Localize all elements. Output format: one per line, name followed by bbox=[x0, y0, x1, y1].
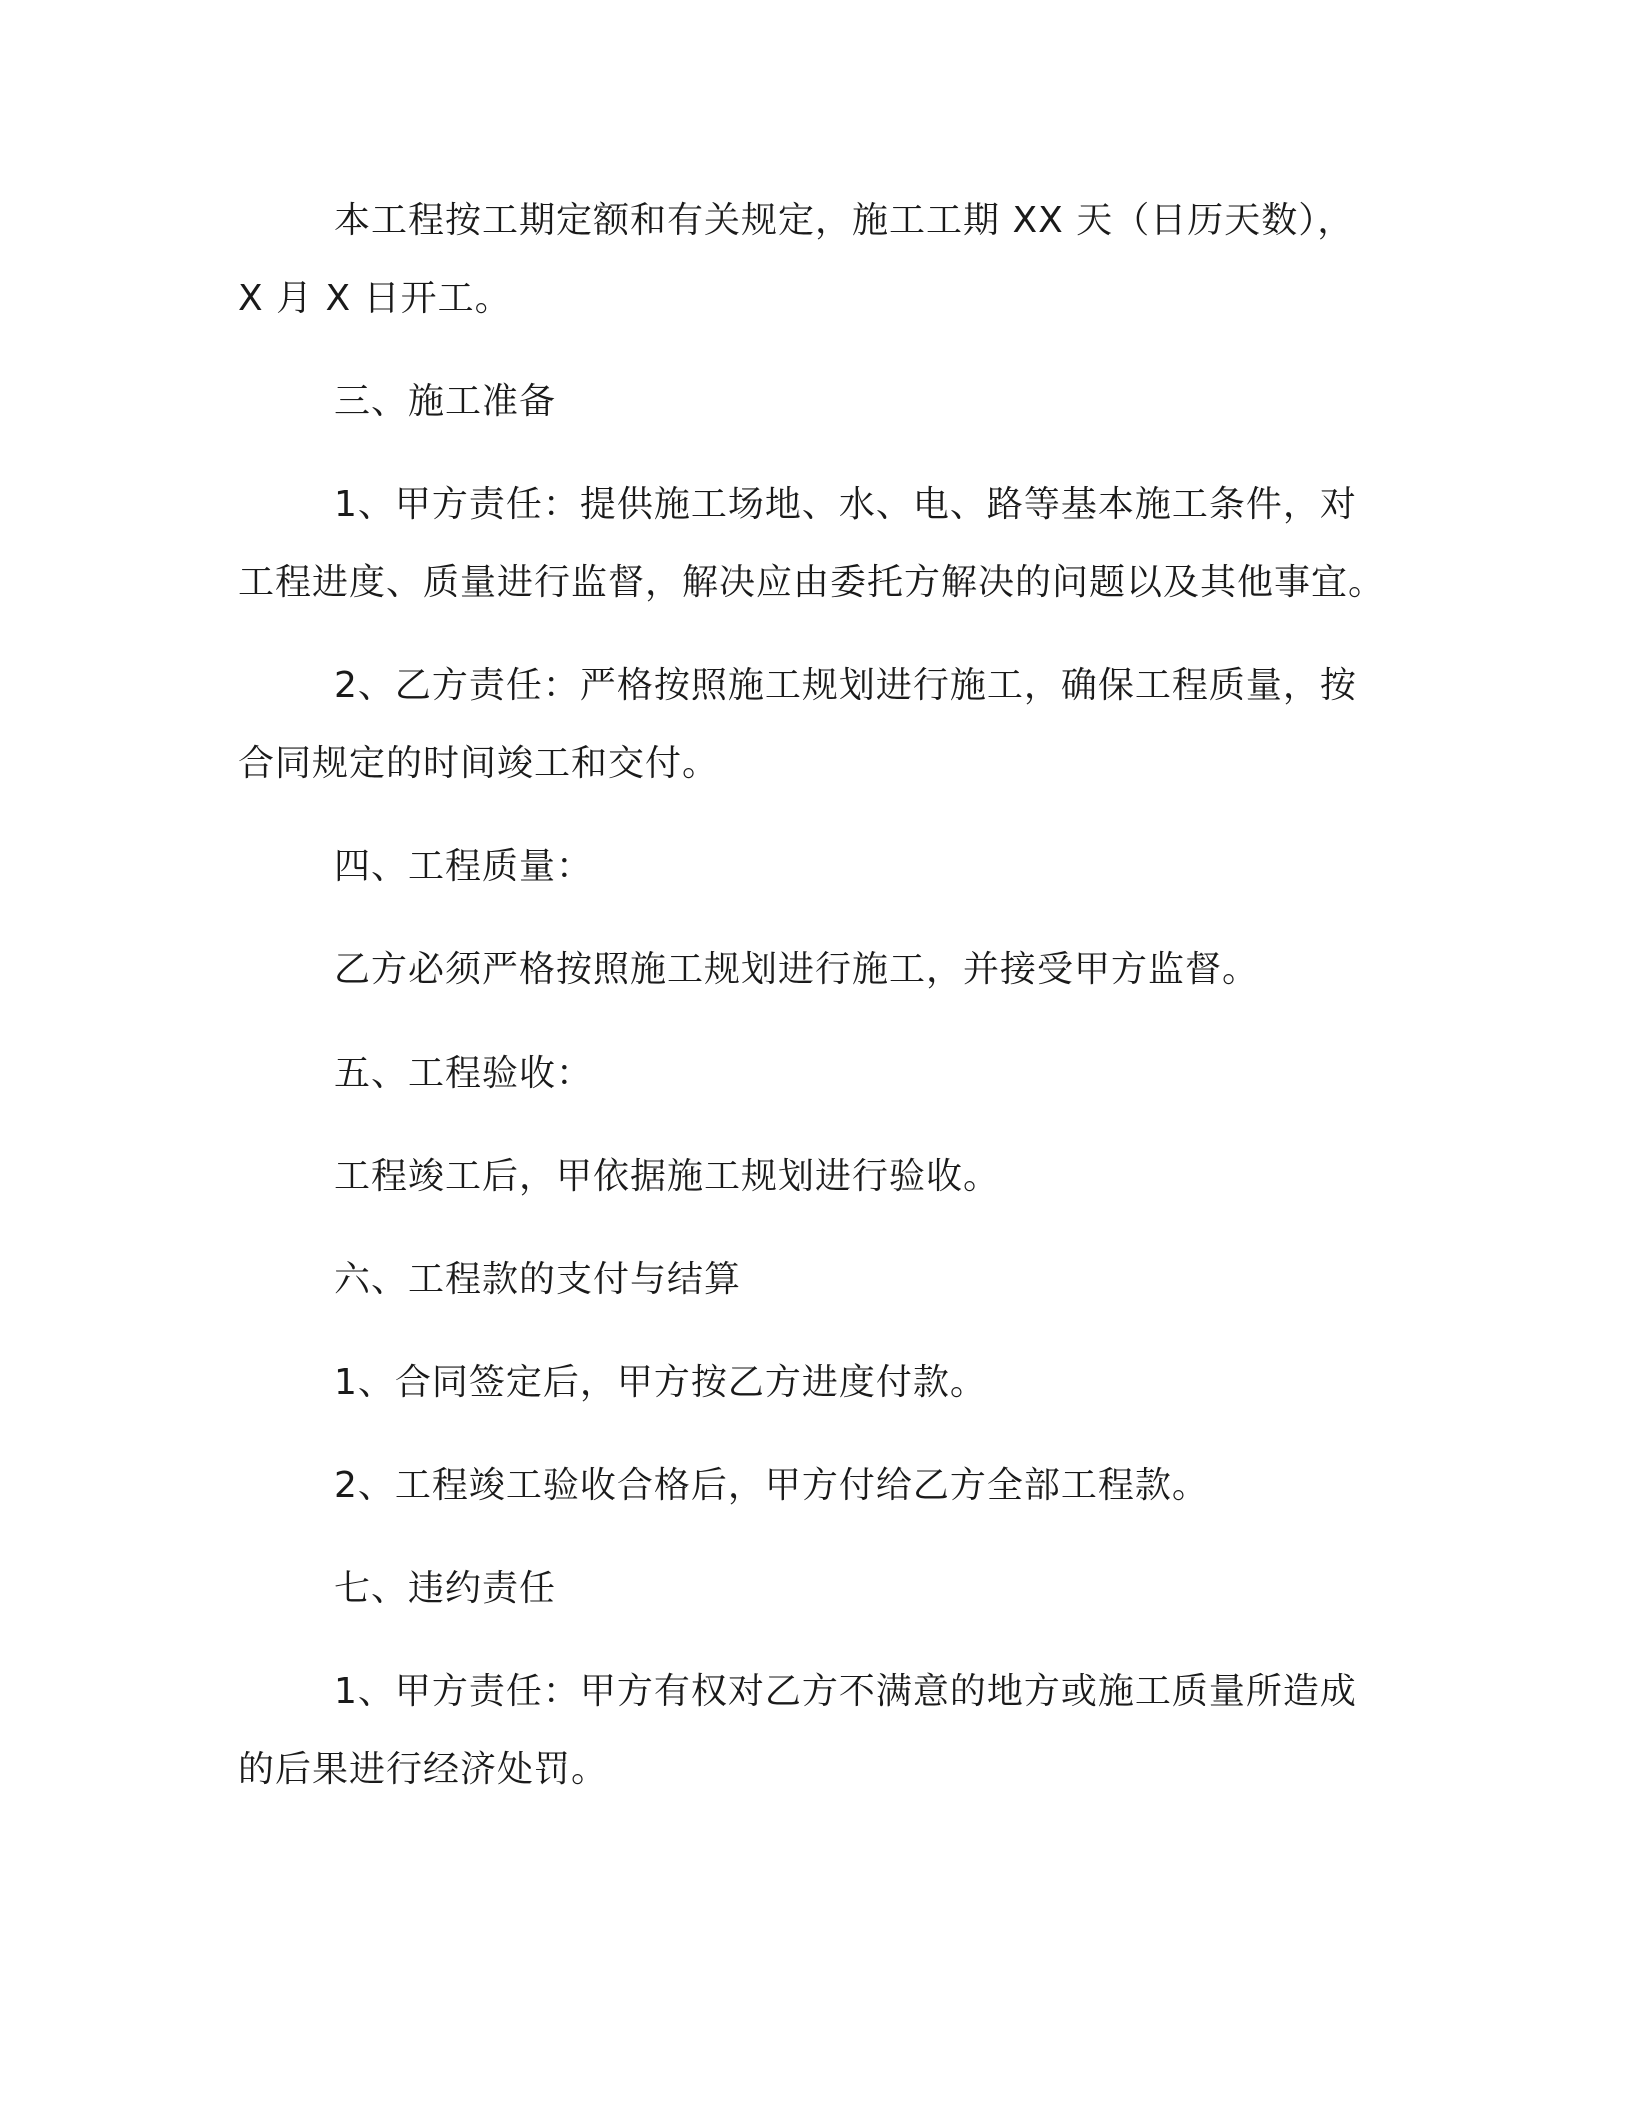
paragraph-line: 本工程按工期定额和有关规定，施工工期 XX 天（日历天数）， bbox=[334, 200, 1355, 241]
paragraph-line: 工程进度、质量进行监督，解决应由委托方解决的问题以及其他事宜。 bbox=[238, 562, 1386, 603]
paragraph-line: 的后果进行经济处罚。 bbox=[238, 1749, 609, 1790]
paragraph-party-a-duty bbox=[238, 466, 1388, 622]
section-heading-quality bbox=[238, 828, 1388, 906]
paragraph-line: 1、甲方责任：甲方有权对乙方不满意的地方或施工质量所造成 bbox=[334, 1671, 1357, 1712]
section-heading-preparation bbox=[238, 363, 1388, 441]
section-heading-acceptance bbox=[238, 1035, 1388, 1113]
paragraph-line: 1、甲方责任：提供施工场地、水、电、路等基本施工条件，对 bbox=[334, 484, 1357, 525]
section-heading-payment bbox=[238, 1241, 1388, 1319]
paragraph-liability-1 bbox=[238, 1653, 1388, 1809]
paragraph-line: 三、施工准备 bbox=[334, 381, 557, 422]
paragraph-line: X 月 X 日开工。 bbox=[238, 278, 512, 319]
paragraph-line: 五、工程验收： bbox=[334, 1053, 594, 1094]
paragraph-line: 2、乙方责任：严格按照施工规划进行施工，确保工程质量，按 bbox=[334, 665, 1357, 706]
paragraph-payment-1 bbox=[238, 1344, 1388, 1422]
paragraph-construction-period bbox=[238, 182, 1388, 338]
section-heading-liability bbox=[238, 1550, 1388, 1628]
paragraph-party-b-duty bbox=[238, 647, 1388, 803]
paragraph-line: 乙方必须严格按照施工规划进行施工，并接受甲方监督。 bbox=[334, 949, 1260, 990]
paragraph-line: 2、工程竣工验收合格后，甲方付给乙方全部工程款。 bbox=[334, 1465, 1209, 1506]
paragraph-line: 合同规定的时间竣工和交付。 bbox=[238, 743, 720, 784]
paragraph-line: 四、工程质量： bbox=[334, 846, 594, 887]
paragraph-payment-2 bbox=[238, 1447, 1388, 1525]
paragraph-line: 工程竣工后，甲依据施工规划进行验收。 bbox=[334, 1156, 1001, 1197]
paragraph-quality bbox=[238, 931, 1388, 1009]
paragraph-line: 七、违约责任 bbox=[334, 1568, 557, 1609]
paragraph-line: 1、合同签定后，甲方按乙方进度付款。 bbox=[334, 1362, 987, 1403]
paragraph-acceptance bbox=[238, 1138, 1388, 1216]
paragraph-line: 六、工程款的支付与结算 bbox=[334, 1259, 742, 1300]
